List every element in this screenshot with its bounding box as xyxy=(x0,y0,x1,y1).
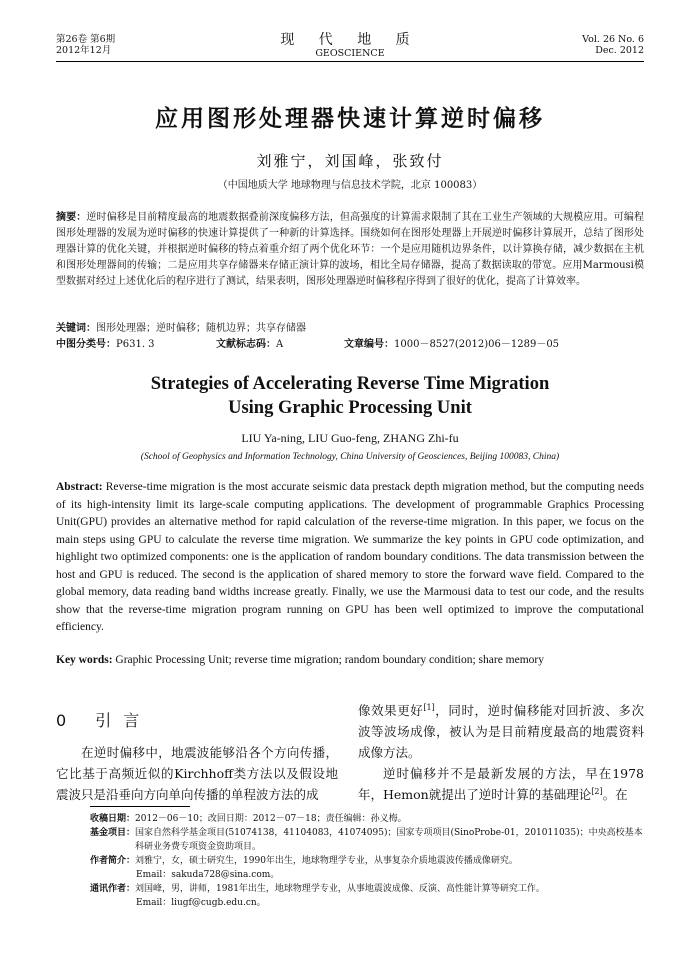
body-paragraph-right-1 xyxy=(358,700,644,763)
title-en-line2: Using Graphic Processing Unit xyxy=(228,398,472,418)
keywords-cn-text: 图形处理器；逆时偏移；随机边界；共享存储器 xyxy=(96,323,306,334)
received-label: 收稿日期： xyxy=(90,814,136,824)
article-title-en xyxy=(0,372,700,420)
running-header xyxy=(56,34,644,58)
received-text: 2012－06－10；改回日期：2012－07－18；责任编辑：孙义梅。 xyxy=(135,814,407,824)
clc-label: 中图分类号： xyxy=(56,339,116,350)
doc-code-label: 文献标志码： xyxy=(216,339,276,350)
footnote-rule xyxy=(90,806,190,807)
section-heading xyxy=(56,710,338,732)
header-center xyxy=(56,32,644,59)
author-bio-label: 作者简介： xyxy=(90,856,136,866)
abstract-cn-label: 摘要： xyxy=(56,212,87,223)
abstract-en xyxy=(56,479,644,637)
citation-ref-1: [1] xyxy=(423,702,435,712)
authors-cn: 刘雅宁，刘国峰，张致付 xyxy=(256,152,444,170)
keywords-en-label: Key words: xyxy=(56,654,113,666)
date-en: Dec. 2012 xyxy=(595,45,644,56)
footnote-funding xyxy=(90,826,644,854)
body-paragraph-right-2 xyxy=(358,763,644,805)
authors-en: LIU Ya-ning, LIU Guo-feng, ZHANG Zhi-fu xyxy=(241,431,459,445)
header-rule xyxy=(56,61,644,62)
body-text: 逆时偏移并不是最新发展的方法，早在1978年，Hemon就提出了逆时计算的基础理论 xyxy=(358,766,644,802)
abstract-en-label: Abstract: xyxy=(56,481,103,493)
body-right-column xyxy=(358,700,644,805)
header-right xyxy=(582,34,644,56)
keywords-cn-label: 关键词： xyxy=(56,323,96,334)
journal-name-en: GEOSCIENCE xyxy=(315,48,385,59)
title-en-line1: Strategies of Accelerating Reverse Time Migration xyxy=(150,374,550,394)
abstract-en-text: Reverse-time migration is the most accurate seismic data prestack depth migration method, but the computing needs of its high-intensity limit its large-scale computing applications. The development of programmable Graphics Processing Unit(GPU) provides an alternative method for rapid calculation of the reverse-time migration. In this paper, we focus on the main steps using GPU to calculate the reverse time migration. We summarize the key points in GPU code optimization, and highlight two optimized components: one is the application of random boundary conditions. The data transmission between the host and GPU is reduced. The second is the application of shared memory to store the forward wave field. Compared to the global memory, data reading band widths increase greatly. Finally, we use the Marmousi data to test our code, and the results show that the reverse-time migration program running on GPU has been well optimized to improve the computational efficiency. xyxy=(56,481,644,633)
body-text: ，同时，逆时偏移能对回折波、多次波等波场成像，被认为是目前精度最高的地震资料成像方法。 xyxy=(358,703,644,760)
author-bio-text: 刘雅宁，女，硕士研究生，1990年出生，地球物理学专业，从事复杂介质地震波传播成像研究。 xyxy=(135,856,518,866)
abstract-cn xyxy=(56,210,644,290)
section-number: 0 xyxy=(56,711,79,730)
footnote-author xyxy=(90,854,644,868)
body-text: 像效果更好 xyxy=(358,703,424,718)
funding-text: 国家自然科学基金项目(51074138，41104083，41074095)；国家专项项目(SinoProbe-01，201011035)；中央高校基本科研业务费专项资金资助项目。 xyxy=(135,828,643,852)
funding-label: 基金项目： xyxy=(90,828,136,838)
date-cn: 2012年12月 xyxy=(56,45,112,56)
keywords-en xyxy=(56,652,644,668)
abstract-cn-text: 逆时偏移是目前精度最高的地震数据叠前深度偏移方法，但高强度的计算需求限制了其在工业生产领域的大规模应用。可编程图形处理器的发展为逆时偏移的快速计算提供了一种新的计算选择。围绕如何在图形处理器上开展逆时偏移计算展开，总结了图形处理器计算的优化关键，并根据逆时偏移的特点着重介绍了两个优化环节：一个是应用随机边界条件，以计算换存储，减少数据在主机和图形处理器间的传输；二是应用共享存储器来存储正演计算的波场，相比全局存储器，提高了数据读取的带宽。应用Marmousi模型数据对经过上述优化后的程序进行了测试，结果表明，图形处理器逆时偏移程序得到了很好的优化，提高了计算效率。 xyxy=(56,212,644,287)
clc-number xyxy=(56,338,155,352)
affiliation-en: (School of Geophysics and Information Technology, China University of Geosciences, Beijing 100083, China) xyxy=(140,452,560,462)
article-number-label: 文章编号： xyxy=(344,339,394,350)
body-left-column xyxy=(56,700,338,805)
keywords-en-text: Graphic Processing Unit; reverse time migration; random boundary condition; share memory xyxy=(112,654,545,666)
footnotes xyxy=(90,812,644,910)
footnote-received xyxy=(90,812,644,826)
corresponding-email: Email：liugf@cugb.edu.cn。 xyxy=(136,898,266,908)
corresponding-text: 刘国峰，男，讲师，1981年出生，地球物理学专业，从事地震波成像、反演、高性能计算等研究工作。 xyxy=(135,884,545,894)
volume-issue-cn: 第26卷 第6期 xyxy=(56,34,116,45)
author-email: Email：sakuda728@sina.com。 xyxy=(136,870,280,880)
journal-name-cn: 现 代 地 质 xyxy=(280,32,420,48)
clc-value: P631. 3 xyxy=(116,339,155,350)
body-paragraph-left: 在逆时偏移中，地震波能够沿各个方向传播，它比基于高频近似的Kirchhoff类方法以及假设地震波只是沿垂向方向单向传播的单程波方法的成 xyxy=(56,745,338,802)
article-number-value: 1000－8527(2012)06－1289－05 xyxy=(394,339,560,350)
citation-ref-2: [2] xyxy=(591,786,603,796)
body-text: 。在 xyxy=(602,787,628,802)
document-code xyxy=(216,338,283,352)
footnote-corresponding xyxy=(90,882,644,896)
article-title-cn: 应用图形处理器快速计算逆时偏移 xyxy=(155,106,545,132)
doc-code-value: A xyxy=(276,339,284,350)
section-title: 引言 xyxy=(95,711,152,730)
keywords-cn xyxy=(56,322,644,336)
affiliation-cn: （中国地质大学 地球物理与信息技术学院，北京 100083） xyxy=(217,180,483,191)
article-number xyxy=(344,338,559,352)
corresponding-label: 通讯作者： xyxy=(90,884,136,894)
volume-issue-en: Vol. 26 No. 6 xyxy=(582,34,644,45)
